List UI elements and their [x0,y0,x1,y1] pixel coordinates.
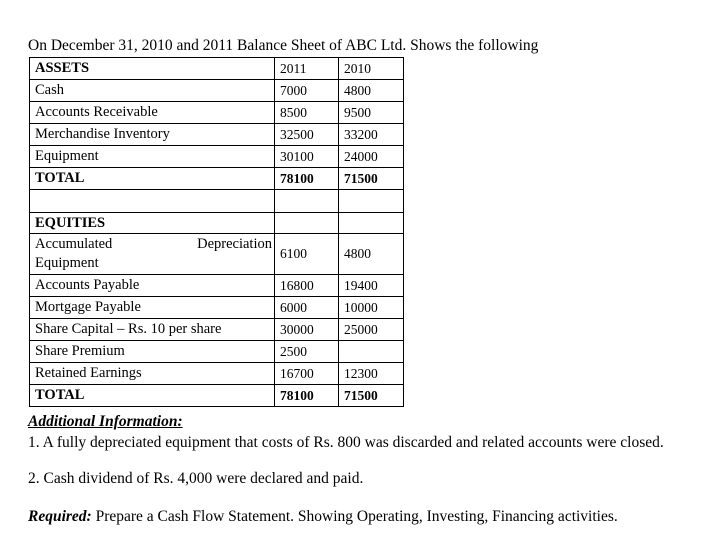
row-value-2010: 33200 [339,124,404,146]
table-row [30,297,404,319]
total-label: TOTAL [30,385,275,407]
row-value-2011: 16700 [275,363,339,385]
required-paragraph [28,508,668,526]
spacer-row [30,190,404,213]
total-value-2011: 78100 [275,385,339,407]
row-value-2011: 32500 [275,124,339,146]
row-value-2010: 4800 [339,234,404,275]
total-value-2010: 71500 [339,168,404,190]
row-label: Share Premium [30,341,275,363]
table-row [30,124,404,146]
row-value-2010: 19400 [339,275,404,297]
equities-header-row [30,213,404,234]
assets-total-row [30,168,404,190]
row-label: Mortgage Payable [30,297,275,319]
table-row [30,341,404,363]
table-row [30,146,404,168]
total-value-2010: 71500 [339,385,404,407]
equities-total-row [30,385,404,407]
row-label: Accounts Payable [30,275,275,297]
table-row [30,363,404,385]
row-value-2011: 7000 [275,80,339,102]
balance-sheet-table [29,57,404,407]
row-label: Cash [30,80,275,102]
acc-dep-label-b: Depreciation [197,236,272,252]
intro-text: On December 31, 2010 and 2011 Balance Sheet of ABC Ltd. Shows the following [28,37,539,54]
total-label: TOTAL [30,168,275,190]
row-value-2011: 30000 [275,319,339,341]
table-row [30,234,404,275]
row-label [30,234,275,275]
row-value-2010: 4800 [339,80,404,102]
row-value-2011: 16800 [275,275,339,297]
row-label: Accounts Receivable [30,102,275,124]
row-label: Retained Earnings [30,363,275,385]
row-value-2011: 30100 [275,146,339,168]
assets-header-row [30,58,404,80]
required-label: Required: [28,508,92,525]
table-row [30,275,404,297]
table-row [30,102,404,124]
required-text: Prepare a Cash Flow Statement. Showing Operating, Investing, Financing activities. [91,508,618,525]
row-value-2010 [339,341,404,363]
row-value-2011: 6000 [275,297,339,319]
row-value-2010: 12300 [339,363,404,385]
row-label: Equipment [30,146,275,168]
row-label: Share Capital – Rs. 10 per share [30,319,275,341]
additional-info-title: Additional Information: [28,413,183,430]
row-value-2011: 6100 [275,234,339,275]
assets-header: ASSETS [30,58,275,80]
year-2011-header: 2011 [275,58,339,80]
table-row [30,80,404,102]
row-label: Merchandise Inventory [30,124,275,146]
acc-dep-label-c: Equipment [35,255,99,271]
row-value-2010: 24000 [339,146,404,168]
equities-header: EQUITIES [30,213,275,234]
row-value-2010: 10000 [339,297,404,319]
total-value-2011: 78100 [275,168,339,190]
additional-item-1: 1. A fully depreciated equipment that costs of Rs. 800 was discarded and related accounts were closed. [28,434,664,451]
year-2010-header: 2010 [339,58,404,80]
row-value-2010: 9500 [339,102,404,124]
row-value-2010: 25000 [339,319,404,341]
row-value-2011: 2500 [275,341,339,363]
table-row [30,319,404,341]
row-value-2011: 8500 [275,102,339,124]
additional-item-2: 2. Cash dividend of Rs. 4,000 were declared and paid. [28,470,364,487]
acc-dep-label-a: Accumulated [35,236,113,252]
